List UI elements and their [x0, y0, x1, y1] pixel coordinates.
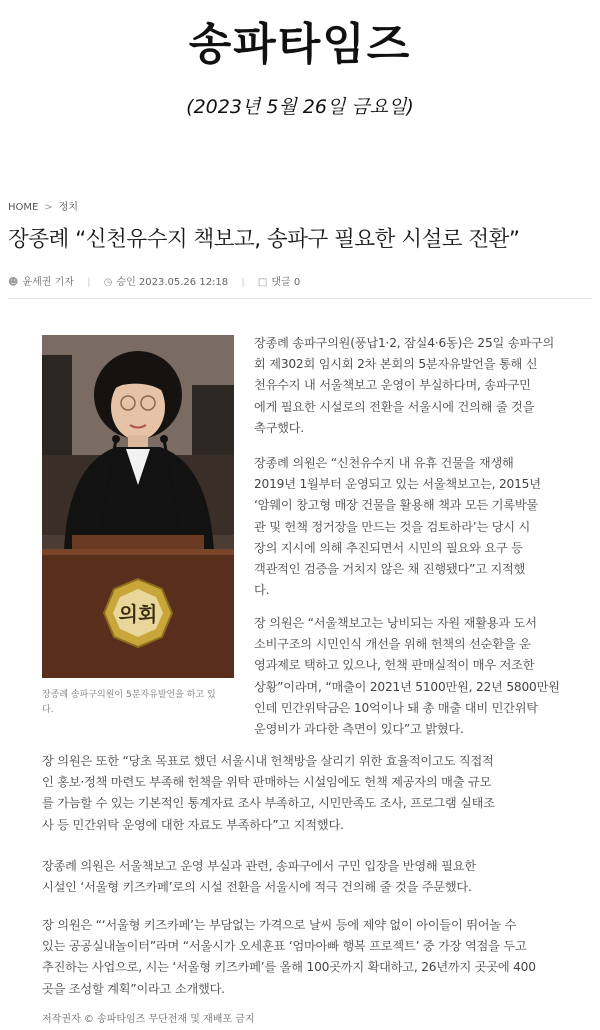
text-line: 운영비가 과다한 측면이 있다”고 밝혔다. — [254, 722, 464, 737]
text-line: 곳을 조성할 계획”이라고 소개했다. — [42, 981, 225, 996]
text-line: 를 가늠할 수 있는 기본적인 통계자료 조사 부족하고, 시민만족도 조사, 프로그램 실태조 — [42, 796, 495, 811]
photo-caption — [42, 688, 242, 718]
user-icon: ☻ — [8, 277, 19, 288]
text-line: 장의 지시에 의해 추진되면서 시민의 필요와 요구 등 — [254, 540, 523, 555]
copyright-notice: 저작권자 © 송파타임즈 무단전재 및 재배포 금지 — [42, 1014, 255, 1025]
text-line: 시설인 ‘서울형 키즈카페’로의 시설 전환을 서울시에 적극 건의해 줄 것을 주문했다. — [42, 880, 472, 895]
article-meta — [8, 273, 300, 288]
text-line: 장 의원은 “‘서울형 키즈카페’는 부담없는 가격으로 날씨 등에 제약 없이 아이들이 뛰어놀 수 — [42, 918, 517, 932]
text-line: 장종례 송파구의원(풍납1·2, 잠실4·6동)은 25일 송파구의 — [254, 336, 555, 350]
text-line: 촉구했다. — [254, 420, 304, 435]
text-line: 다. — [254, 583, 270, 598]
reporter-name[interactable]: 윤세권 기자 — [22, 277, 74, 288]
breadcrumb-section[interactable]: 정치 — [58, 202, 79, 213]
article-paragraph — [254, 333, 554, 439]
text-line: 있는 공공실내놀이터”라며 “서울시가 오세훈표 ‘엄마아빠 행복 프로젝트’ 중 가장 역점을 두고 — [42, 939, 527, 954]
speaker-photo — [42, 335, 234, 678]
comment-count[interactable]: 댓글 0 — [271, 277, 301, 288]
text-line: 인데 민간위탁금은 10억이나 돼 총 매출 대비 민간위탁 — [254, 700, 538, 715]
article-paragraph — [42, 915, 536, 1000]
breadcrumb — [8, 198, 78, 213]
text-line: 2019년 1월부터 운영되고 있는 서울책보고는, 2015년 — [254, 477, 541, 492]
text-line: 인 홍보·정책 마련도 부족해 헌책을 위탁 판매하는 시설임에도 헌책 제공자의 매출 규모 — [42, 775, 492, 790]
text-line: 영과제로 택하고 있으나, 헌책 판매실적이 매우 저조한 — [254, 658, 535, 673]
article-headline: 장종례 “신천유수지 책보고, 송파구 필요한 시설로 전환” — [8, 227, 520, 252]
article-paragraph — [254, 613, 560, 740]
newspaper-masthead: 송파타임즈 — [188, 19, 412, 70]
text-line: 회 제302회 임시회 2차 본회의 5분자유발언을 통해 신 — [254, 357, 538, 372]
header-divider — [8, 298, 592, 299]
text-line: 에게 필요한 시설로의 전환을 서울시에 건의해 줄 것을 — [254, 399, 535, 414]
text-line: 장 의원은 “서울책보고는 낭비되는 자원 재활용과 도서 — [254, 616, 537, 630]
breadcrumb-home[interactable]: HOME — [8, 202, 39, 213]
podium-emblem-text: 의회 — [118, 602, 158, 626]
article-photo — [42, 335, 234, 678]
article-paragraph — [254, 453, 541, 601]
breadcrumb-separator: > — [44, 202, 53, 213]
text-line: 추진하는 사업으로, 시는 ‘서울형 키즈카페’를 올해 100곳까지 확대하고, 26년까지 곳곳에 400 — [42, 960, 536, 975]
text-line: 장종례 의원은 “신천유수지 내 유휴 건물을 재생해 — [254, 456, 514, 470]
caption-line: 다. — [42, 705, 54, 715]
text-line: 상황”이라며, “매출이 2021년 5100만원, 22년 5800만원 — [254, 679, 560, 694]
text-line: 소비구조의 시민인식 개선을 위해 헌책의 선순환을 운 — [254, 637, 531, 652]
publication-date: (2023년 5월 26일 금요일) — [186, 96, 414, 118]
text-line: 천유수지 내 서울책보고 운영이 부실하다며, 송파구민 — [254, 378, 531, 393]
text-line: 사 등 민간위탁 운영에 대한 자료도 부족하다”고 지적했다. — [42, 817, 344, 832]
text-line: ‘암웨이 창고형 매장 건물을 활용해 책과 모든 기록박물 — [254, 498, 539, 513]
comment-icon: □ — [257, 277, 268, 288]
text-line: 객관적인 검증을 거치지 않은 채 진행됐다”고 지적했 — [254, 562, 526, 577]
article-paragraph — [42, 751, 495, 836]
approved-time: 승인 2023.05.26 12:18 — [116, 277, 229, 288]
clock-icon: ◷ — [103, 277, 113, 288]
caption-line: 장종례 송파구의원이 5분자유발언을 하고 있 — [42, 690, 216, 700]
meta-divider: | — [241, 277, 245, 288]
article-paragraph — [42, 856, 476, 898]
text-line: 장종례 의원은 서울책보고 운영 부실과 관련, 송파구에서 구민 입장을 반영해 필요한 — [42, 859, 476, 873]
text-line: 관 및 헌책 정거장을 만드는 것을 검토하라’는 당시 시 — [254, 519, 531, 534]
text-line: 장 의원은 또한 “당초 목표로 했던 서울시내 헌책방을 살리기 위한 효율적이고도 직접적 — [42, 754, 494, 768]
meta-divider: | — [87, 277, 91, 288]
